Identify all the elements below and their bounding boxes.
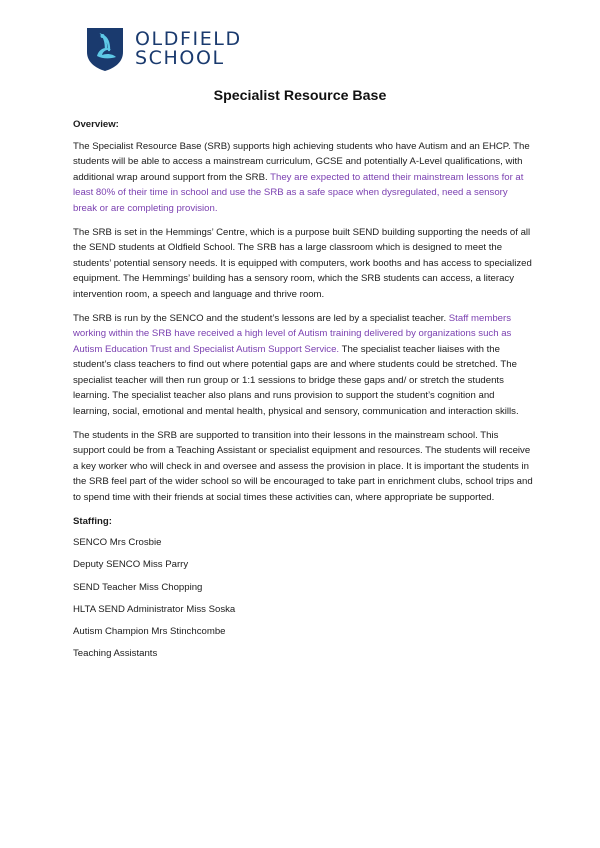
paragraph-transition-support	[73, 428, 533, 506]
document-body	[73, 117, 533, 669]
staffing-heading: Staffing:	[73, 515, 112, 527]
staff-item: SEND Teacher Miss Chopping	[73, 581, 203, 593]
school-logo	[85, 26, 242, 72]
swan-shield-icon	[85, 26, 125, 72]
paragraph-text: The SRB is set in the Hemmings’ Centre, which is a purpose built SEND building supporting the needs of all the SEND students at Oldfield School. The SRB has a large classroom which is designed to meet the students’ potential sensory needs. It is equipped with computers, work booths and has access to specialized equipment. The Hemmings’ building has a sensory room, which the SRB students can access, a literacy intervention room, a speech and language and thrive room.	[73, 226, 532, 300]
overview-heading: Overview:	[73, 119, 119, 130]
logo-line-2: SCHOOL	[135, 47, 225, 69]
staff-list	[73, 535, 533, 662]
staff-item: Deputy SENCO Miss Parry	[73, 559, 189, 571]
paragraph-staff-training	[73, 311, 533, 420]
highlighted-text: They are expected to attend their mainstream lessons for at least 80% of their time in school and use the SRB as a safe space when dysregulated, need a sensory break or are completing provision.	[73, 171, 524, 214]
highlighted-text: Staff members working within the SRB have received a high level of Autism training delivered by organizations such as Autism Education Trust and Specialist Autism Support Service.	[73, 312, 512, 355]
paragraph-hemmings-centre	[73, 225, 533, 303]
page-title: Specialist Resource Base	[213, 88, 387, 104]
paragraph-text: The students in the SRB are supported to transition into their lessons in the mainstream school. This support could be from a Teaching Assistant or specialist equipment and resources. The students will receive a key worker who will check in and oversee and assess the provision in place. It is important the students in the SRB feel part of the wider school so will be encouraged to take part in enrichment clubs, school trips and to spend time with their friends at social times these activities can, where appropriate be supported.	[73, 429, 533, 503]
logo-line-1: OLDFIELD	[135, 28, 242, 50]
staff-item: Teaching Assistants	[73, 648, 158, 660]
paragraph-text-after: The specialist teacher liaises with the student’s class teachers to find out where potential gaps are and where students could be stretched. The specialist teacher will then run group or 1:1 sessions to bridge these gaps and/ or stretch the students learning. The specialist teacher also plans and runs provision to support the student’s cognition and learning, social, emotional and mental health, physical and sensory, communication and interaction skills.	[73, 343, 519, 417]
paragraph-text: The Specialist Resource Base (SRB) supports high achieving students who have Autism and an EHCP. The students will be able to access a mainstream curriculum, GCSE and potentially A-Level qualifications, with additional wrap around support from the SRB.	[73, 140, 530, 183]
staff-item: SENCO Mrs Crosbie	[73, 537, 162, 548]
staff-item: Autism Champion Mrs Stinchcombe	[73, 626, 226, 638]
staff-item: HLTA SEND Administrator Miss Soska	[73, 603, 236, 615]
logo-wordmark	[135, 30, 242, 68]
paragraph-srb-intro	[73, 139, 533, 217]
paragraph-text: The SRB is run by the SENCO and the student’s lessons are led by a specialist teacher.	[73, 312, 449, 324]
